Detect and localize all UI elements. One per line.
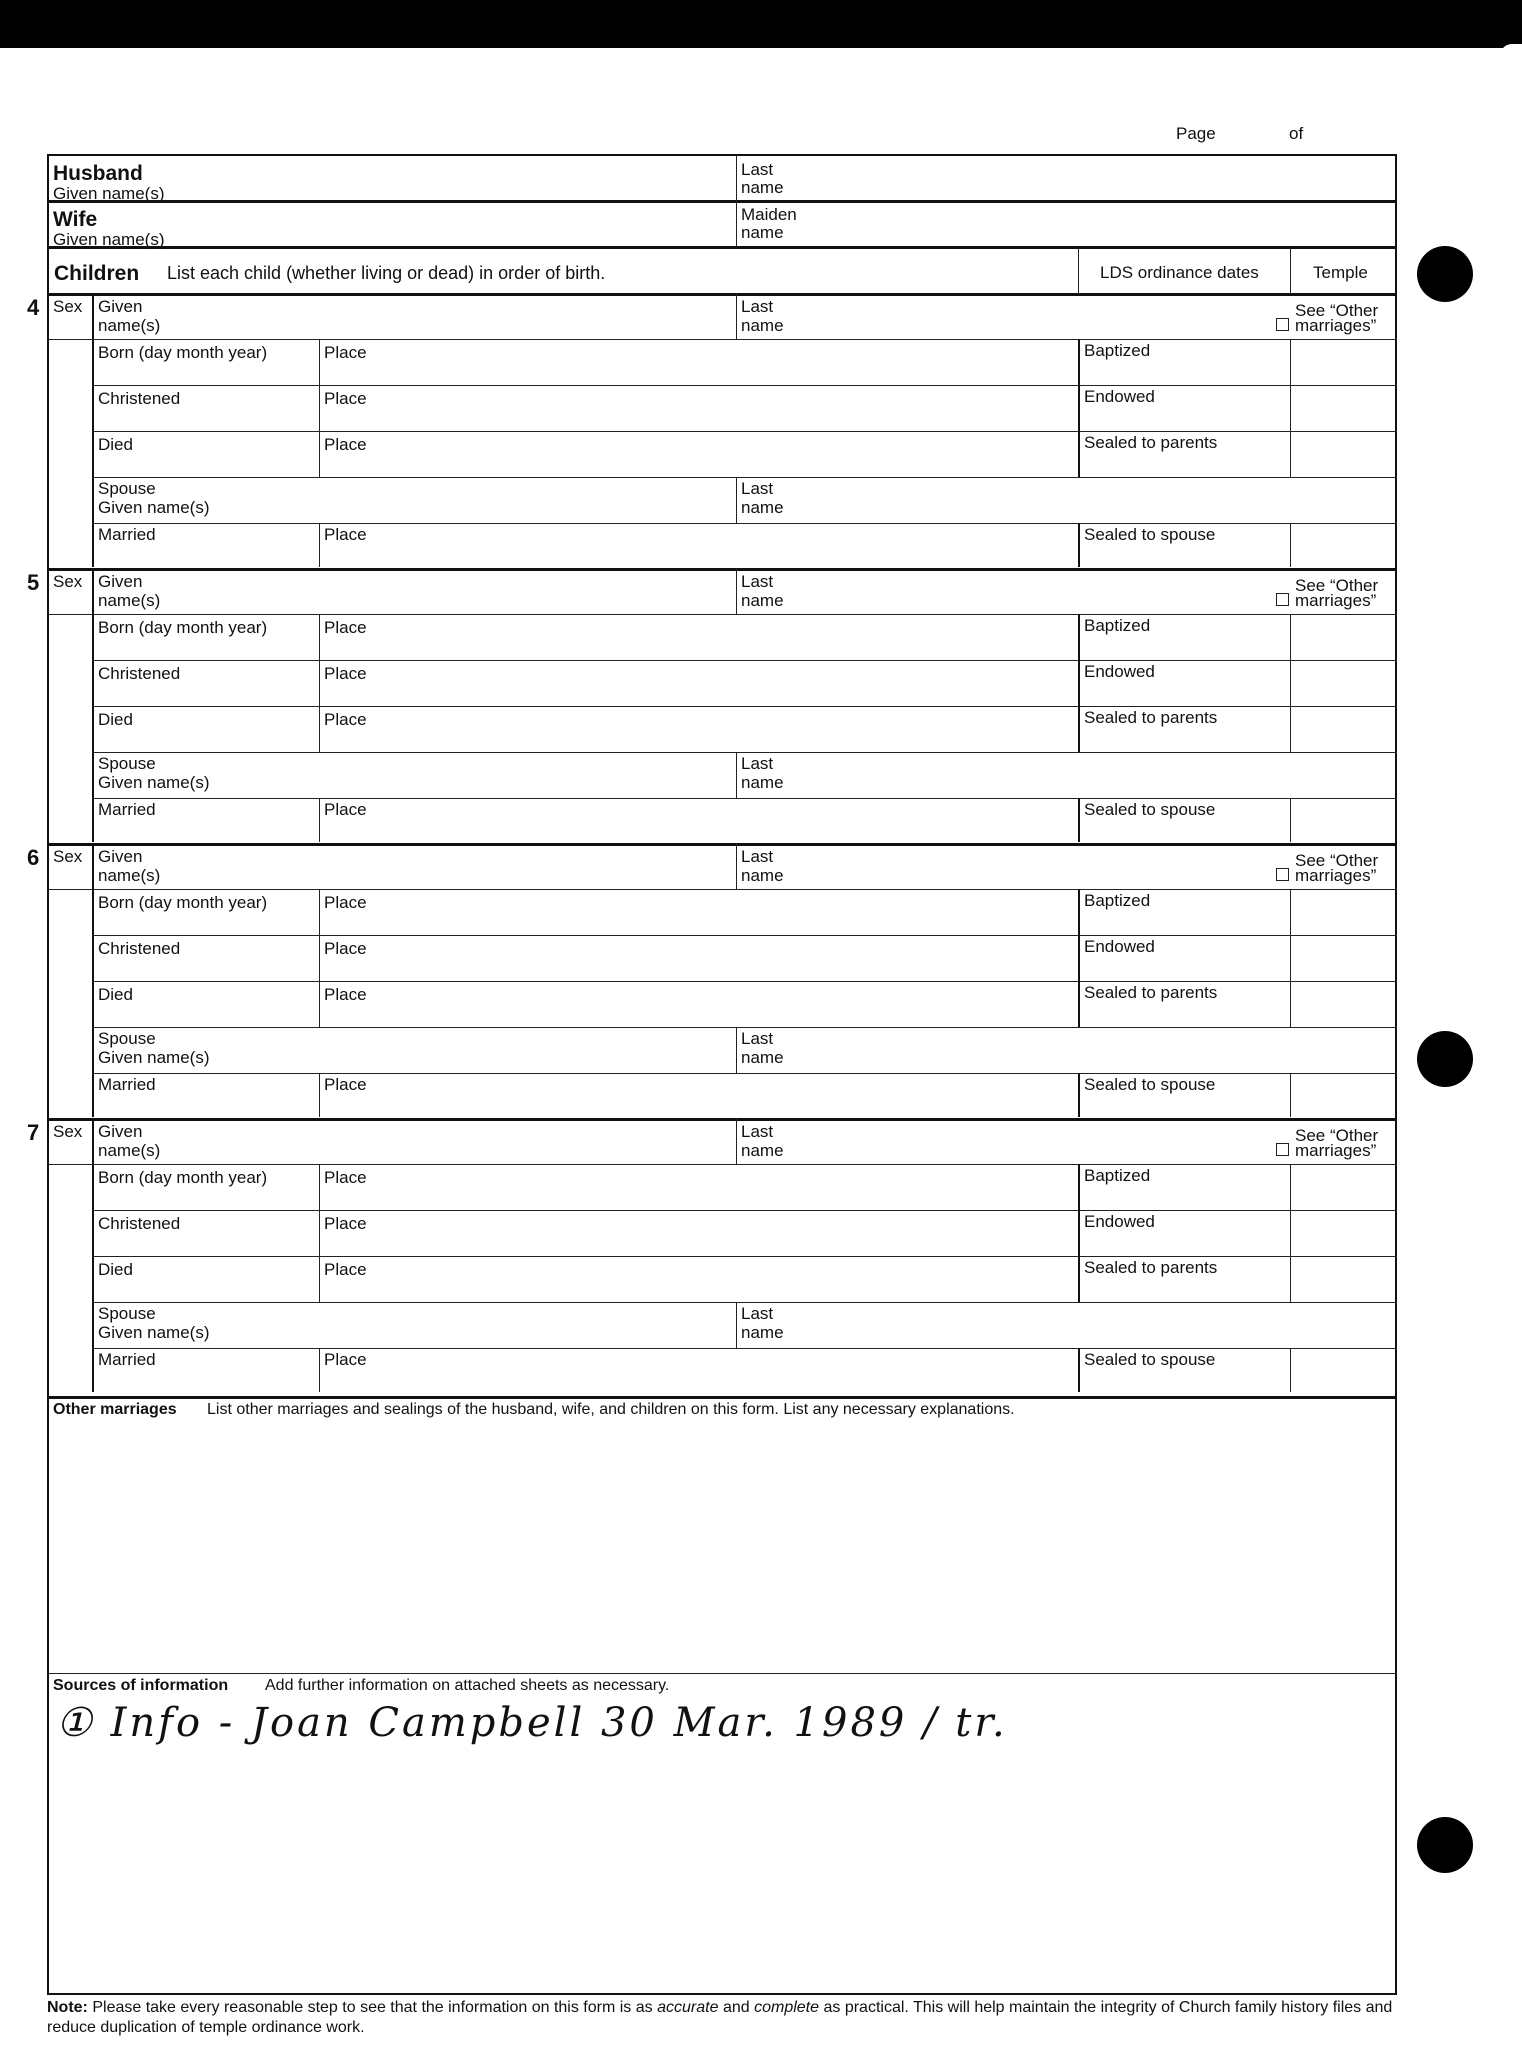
divider — [736, 568, 737, 614]
spouse-last-label-2: name — [741, 773, 784, 792]
christened-label: Christened — [98, 1214, 181, 1233]
husband-last-label: Last — [741, 160, 774, 179]
given-label: Given — [98, 572, 143, 591]
divider — [47, 568, 1397, 571]
wife-maiden-label: Maiden — [741, 205, 797, 224]
punch-hole-middle — [1417, 1031, 1473, 1087]
given-label: Given — [98, 847, 143, 866]
divider — [92, 1027, 1397, 1028]
christened-label: Christened — [98, 664, 181, 683]
divider — [319, 660, 320, 706]
wife-title: Wife — [53, 208, 98, 231]
page-corner — [1500, 44, 1522, 60]
divider — [92, 752, 1397, 753]
divider — [92, 1348, 1397, 1349]
married-label: Married — [98, 1350, 156, 1369]
divider — [736, 477, 737, 523]
wife-maiden-label-2: name — [741, 223, 784, 242]
divider — [1290, 431, 1291, 477]
divider — [47, 614, 92, 615]
sex-label: Sex — [53, 572, 83, 591]
divider — [1290, 1210, 1291, 1256]
divider — [92, 339, 1397, 340]
other-marriages-checkbox[interactable] — [1276, 1143, 1289, 1156]
divider — [1078, 1256, 1080, 1302]
last-label: Last — [741, 1122, 774, 1141]
sealed-to-spouse-label: Sealed to spouse — [1084, 1075, 1216, 1094]
spouse-last-label-2: name — [741, 1048, 784, 1067]
spouse-label: Spouse — [98, 1304, 156, 1323]
last-label-2: name — [741, 316, 784, 335]
died-label: Died — [98, 435, 133, 454]
sealed-to-spouse-label: Sealed to spouse — [1084, 1350, 1216, 1369]
divider — [47, 1396, 1397, 1399]
spouse-last-label: Last — [741, 479, 774, 498]
divider — [1290, 798, 1291, 842]
divider — [47, 1673, 1397, 1674]
punch-hole-bottom — [1417, 1817, 1473, 1873]
divider — [1078, 798, 1080, 842]
spouse-given-label: Given name(s) — [98, 1048, 210, 1067]
divider — [92, 981, 1397, 982]
divider — [92, 798, 1397, 799]
see-other-marriages-label-2: marriages” — [1295, 316, 1377, 335]
divider — [92, 293, 94, 567]
other-marriages-instruction: List other marriages and sealings of the husband, wife, and children on this form. List any necessary explanations. — [207, 1401, 1015, 1418]
last-label: Last — [741, 847, 774, 866]
page-label: Page — [1176, 124, 1216, 143]
last-label: Last — [741, 572, 774, 591]
endowed-label: Endowed — [1084, 937, 1155, 956]
divider — [1290, 614, 1291, 660]
scan-top-border — [0, 0, 1522, 48]
divider — [319, 1348, 320, 1392]
sex-label: Sex — [53, 1122, 83, 1141]
sex-label: Sex — [53, 847, 83, 866]
born-label: Born (day month year) — [98, 618, 268, 637]
divider — [319, 1256, 320, 1302]
divider — [1290, 1073, 1291, 1117]
note-label: Note: — [47, 1999, 88, 2016]
born-label: Born (day month year) — [98, 1168, 268, 1187]
divider — [1078, 889, 1080, 935]
divider — [1290, 385, 1291, 431]
born-label: Born (day month year) — [98, 343, 268, 362]
note-text-1: Please take every reasonable step to see that the information on this form is as — [92, 1999, 653, 2016]
divider — [1290, 248, 1291, 293]
place-label: Place — [324, 664, 367, 683]
sealed-to-parents-label: Sealed to parents — [1084, 1258, 1218, 1277]
endowed-label: Endowed — [1084, 662, 1155, 681]
baptized-label: Baptized — [1084, 891, 1151, 910]
divider — [319, 981, 320, 1027]
sealed-to-spouse-label: Sealed to spouse — [1084, 525, 1216, 544]
place-label: Place — [324, 435, 367, 454]
given-label: Given — [98, 297, 143, 316]
endowed-label: Endowed — [1084, 387, 1155, 406]
place-label: Place — [324, 1350, 367, 1369]
divider — [319, 431, 320, 477]
last-label: Last — [741, 297, 774, 316]
divider — [1290, 706, 1291, 752]
child-number: 4 — [27, 295, 40, 320]
died-label: Died — [98, 985, 133, 1004]
other-marriages-title: Other marriages — [53, 1401, 177, 1418]
divider — [736, 752, 737, 798]
children-title: Children — [54, 262, 140, 285]
see-other-marriages-label: See “Other — [1295, 1126, 1379, 1145]
sealed-to-parents-label: Sealed to parents — [1084, 983, 1218, 1002]
place-label: Place — [324, 985, 367, 1004]
note-and: and — [722, 1999, 750, 2016]
given-label: Given — [98, 1122, 143, 1141]
spouse-given-label: Given name(s) — [98, 773, 210, 792]
divider — [92, 614, 1397, 615]
divider — [92, 1256, 1397, 1257]
married-label: Married — [98, 800, 156, 819]
note-complete: complete — [754, 1999, 820, 2016]
divider — [736, 1302, 737, 1348]
spouse-given-label: Given name(s) — [98, 1323, 210, 1342]
married-label: Married — [98, 1075, 156, 1094]
place-label: Place — [324, 939, 367, 958]
divider — [1078, 1164, 1080, 1210]
note-text-2: as practical. This will help maintain the integrity of Church family history files and reduce duplication of temple ordinance work. — [47, 1999, 1393, 2036]
place-label: Place — [324, 1260, 367, 1279]
divider — [319, 614, 320, 660]
divider — [1078, 981, 1080, 1027]
divider — [1290, 1256, 1291, 1302]
divider — [47, 339, 92, 340]
spouse-label: Spouse — [98, 479, 156, 498]
footer-note — [47, 1998, 1407, 2038]
divider — [92, 1302, 1397, 1303]
sources-title: Sources of information — [53, 1677, 229, 1694]
divider — [1078, 706, 1080, 752]
divider — [736, 156, 737, 246]
died-label: Died — [98, 1260, 133, 1279]
given-label-2: name(s) — [98, 591, 161, 610]
see-other-marriages-label: See “Other — [1295, 576, 1379, 595]
other-marriages-checkbox[interactable] — [1276, 593, 1289, 606]
divider — [1290, 1348, 1291, 1392]
place-label: Place — [324, 389, 367, 408]
place-label: Place — [324, 618, 367, 637]
divider — [92, 523, 1397, 524]
divider — [92, 706, 1397, 707]
divider — [319, 1073, 320, 1117]
divider — [1078, 385, 1080, 431]
place-label: Place — [324, 800, 367, 819]
sealed-to-parents-label: Sealed to parents — [1084, 708, 1218, 727]
place-label: Place — [324, 1214, 367, 1233]
divider — [1078, 614, 1080, 660]
divider — [92, 935, 1397, 936]
punch-hole-top — [1417, 246, 1473, 302]
sex-label: Sex — [53, 297, 83, 316]
divider — [319, 1210, 320, 1256]
divider — [319, 889, 320, 935]
given-label-2: name(s) — [98, 866, 161, 885]
place-label: Place — [324, 1075, 367, 1094]
spouse-label: Spouse — [98, 1029, 156, 1048]
note-accurate: accurate — [657, 1999, 719, 2016]
divider — [47, 1118, 1397, 1121]
divider — [47, 200, 1397, 203]
divider — [736, 1118, 737, 1164]
see-other-marriages-label: See “Other — [1295, 851, 1379, 870]
married-label: Married — [98, 525, 156, 544]
see-other-marriages-label-2: marriages” — [1295, 866, 1377, 885]
divider — [92, 568, 94, 842]
place-label: Place — [324, 343, 367, 362]
divider — [92, 1073, 1397, 1074]
divider — [47, 293, 1397, 296]
given-label-2: name(s) — [98, 1141, 161, 1160]
handwritten-source-note: ① Info - Joan Campbell 30 Mar. 1989 / tr. — [56, 1700, 1008, 1746]
last-label-2: name — [741, 591, 784, 610]
divider — [319, 798, 320, 842]
divider — [92, 1164, 1397, 1165]
child-number: 5 — [27, 570, 40, 595]
divider — [1078, 248, 1079, 293]
divider — [736, 1027, 737, 1073]
divider — [1290, 981, 1291, 1027]
sealed-to-parents-label: Sealed to parents — [1084, 433, 1218, 452]
divider — [92, 431, 1397, 432]
given-label-2: name(s) — [98, 316, 161, 335]
divider — [319, 1164, 320, 1210]
other-marriages-checkbox[interactable] — [1276, 318, 1289, 331]
divider — [1290, 1164, 1291, 1210]
divider — [1078, 523, 1080, 567]
temple-label: Temple — [1313, 263, 1368, 282]
see-other-marriages-label-2: marriages” — [1295, 1141, 1377, 1160]
divider — [736, 293, 737, 339]
place-label: Place — [324, 525, 367, 544]
divider — [47, 1164, 92, 1165]
see-other-marriages-label-2: marriages” — [1295, 591, 1377, 610]
spouse-last-label-2: name — [741, 1323, 784, 1342]
place-label: Place — [324, 710, 367, 729]
spouse-last-label: Last — [741, 1304, 774, 1323]
baptized-label: Baptized — [1084, 341, 1151, 360]
divider — [1078, 1073, 1080, 1117]
baptized-label: Baptized — [1084, 616, 1151, 635]
divider — [92, 889, 1397, 890]
baptized-label: Baptized — [1084, 1166, 1151, 1185]
divider — [1078, 1348, 1080, 1392]
divider — [92, 1210, 1397, 1211]
divider — [47, 843, 1397, 846]
died-label: Died — [98, 710, 133, 729]
husband-last-label-2: name — [741, 178, 784, 197]
divider — [47, 889, 92, 890]
divider — [1078, 935, 1080, 981]
wife-given-label: Given name(s) — [53, 230, 165, 249]
endowed-label: Endowed — [1084, 1212, 1155, 1231]
divider — [92, 1118, 94, 1392]
see-other-marriages-label: See “Other — [1295, 301, 1379, 320]
divider — [92, 477, 1397, 478]
last-label-2: name — [741, 866, 784, 885]
husband-given-label: Given name(s) — [53, 184, 165, 203]
divider — [319, 339, 320, 385]
christened-label: Christened — [98, 389, 181, 408]
divider — [319, 523, 320, 567]
divider — [319, 385, 320, 431]
divider — [92, 385, 1397, 386]
divider — [1290, 339, 1291, 385]
place-label: Place — [324, 1168, 367, 1187]
divider — [1078, 660, 1080, 706]
lds-ordinance-label: LDS ordinance dates — [1100, 263, 1259, 282]
born-label: Born (day month year) — [98, 893, 268, 912]
divider — [1290, 660, 1291, 706]
child-number: 6 — [27, 845, 40, 870]
christened-label: Christened — [98, 939, 181, 958]
divider — [47, 246, 1397, 249]
divider — [1078, 1210, 1080, 1256]
last-label-2: name — [741, 1141, 784, 1160]
divider — [1078, 339, 1080, 385]
divider — [1290, 889, 1291, 935]
spouse-last-label: Last — [741, 754, 774, 773]
divider — [92, 660, 1397, 661]
divider — [319, 706, 320, 752]
divider — [736, 843, 737, 889]
spouse-given-label: Given name(s) — [98, 498, 210, 517]
of-label: of — [1289, 124, 1304, 143]
spouse-label: Spouse — [98, 754, 156, 773]
divider — [1290, 523, 1291, 567]
divider — [1078, 431, 1080, 477]
husband-title: Husband — [53, 162, 143, 185]
place-label: Place — [324, 893, 367, 912]
divider — [1290, 935, 1291, 981]
children-instruction: List each child (whether living or dead) in order of birth. — [167, 263, 606, 283]
sealed-to-spouse-label: Sealed to spouse — [1084, 800, 1216, 819]
spouse-last-label: Last — [741, 1029, 774, 1048]
spouse-last-label-2: name — [741, 498, 784, 517]
divider — [92, 843, 94, 1117]
divider — [319, 935, 320, 981]
sources-instruction: Add further information on attached sheets as necessary. — [265, 1677, 670, 1694]
other-marriages-checkbox[interactable] — [1276, 868, 1289, 881]
child-number: 7 — [27, 1120, 40, 1145]
